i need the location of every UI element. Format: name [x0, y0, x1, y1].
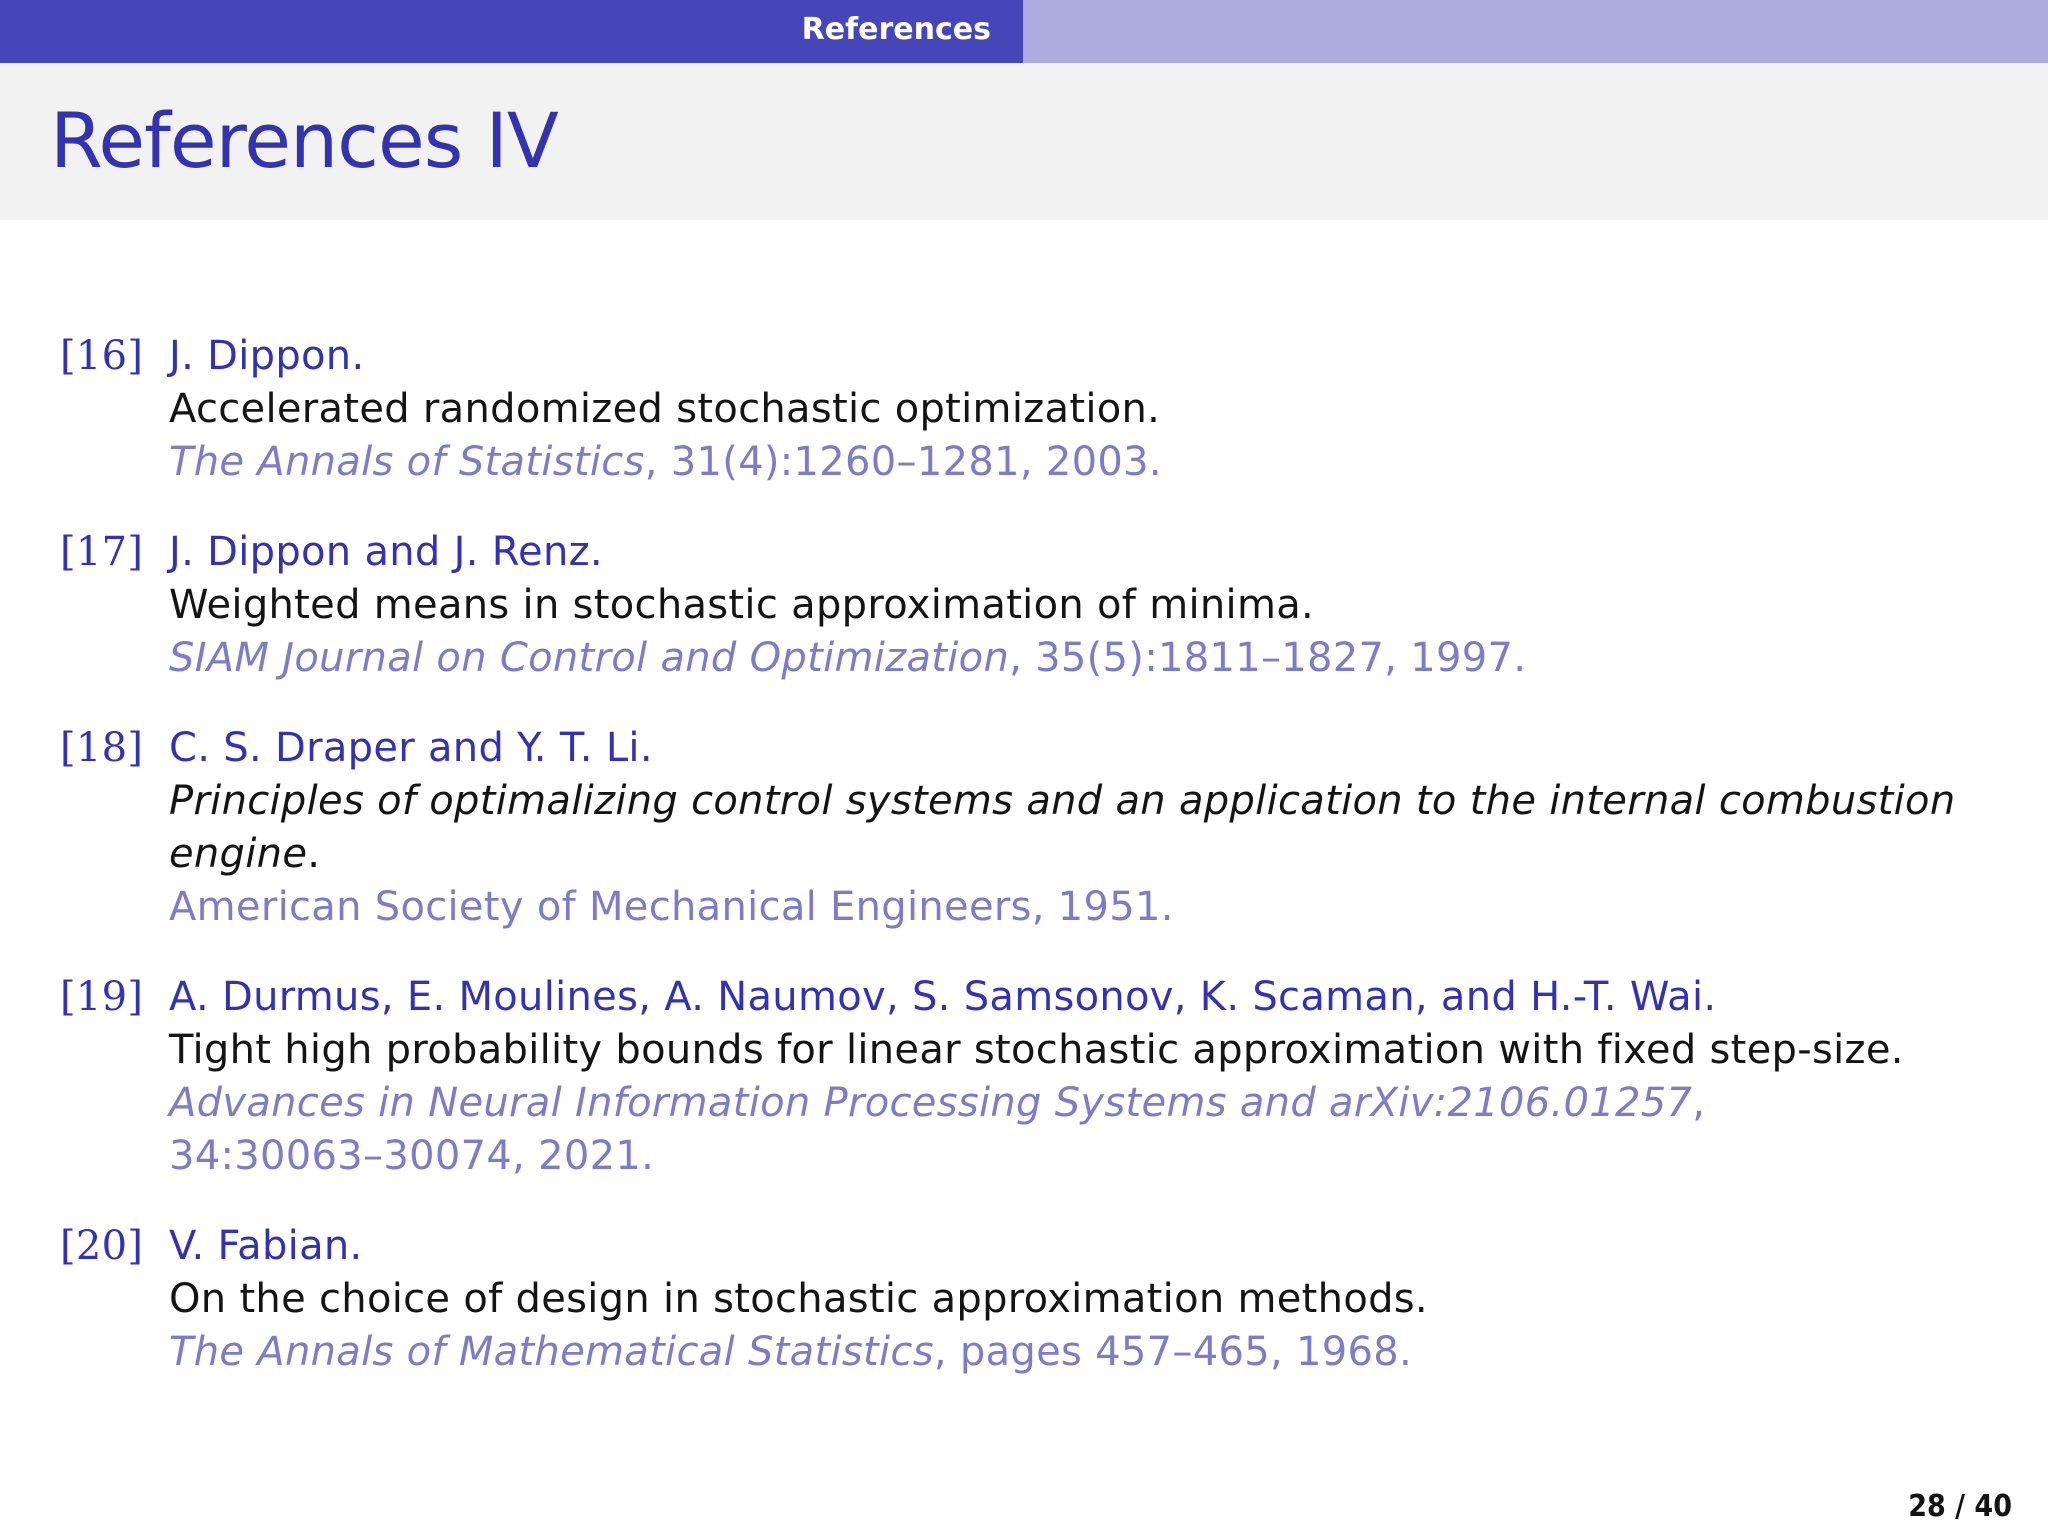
reference-number: [16] [60, 333, 144, 379]
reference-journal: The Annals of Statistics [169, 439, 645, 485]
section-navigation-bar [0, 0, 2048, 63]
reference-item [0, 526, 2048, 685]
reference-venue [169, 881, 1789, 934]
reference-item [0, 1220, 2048, 1379]
reference-number: [19] [60, 974, 144, 1020]
reference-authors: C. S. Draper and Y. T. Li. [169, 725, 653, 771]
reference-venue [169, 1326, 1789, 1379]
reference-journal: SIAM Journal on Control and Optimization [169, 635, 1010, 681]
reference-item [0, 722, 2048, 934]
reference-details: , 35(5):1811–1827, 1997. [1009, 635, 1527, 681]
reference-number: [20] [60, 1223, 144, 1269]
reference-details: , 31(4):1260–1281, 2003. [644, 439, 1162, 485]
reference-title-container [169, 775, 1959, 881]
reference-item [0, 330, 2048, 489]
frame-title-bar [0, 63, 2048, 220]
reference-journal: The Annals of Mathematical Statistics [169, 1329, 934, 1375]
reference-details: , pages 457–465, 1968. [933, 1329, 1412, 1375]
reference-authors: J. Dippon and J. Renz. [169, 529, 603, 575]
reference-venue [169, 1077, 1789, 1183]
reference-title: Tight high probability bounds for linear stochastic approximation with fixed step-size. [169, 1027, 1904, 1073]
reference-journal: Advances in Neural Information Processing Systems and arXiv:2106.01257 [169, 1080, 1693, 1126]
reference-number: [17] [60, 529, 144, 575]
reference-details: American Society of Mechanical Engineers, 1951. [169, 884, 1174, 930]
reference-venue [169, 632, 1789, 685]
reference-title: On the choice of design in stochastic approximation methods. [169, 1276, 1428, 1322]
reference-authors: A. Durmus, E. Moulines, A. Naumov, S. Samsonov, K. Scaman, and H.-T. Wai. [169, 974, 1717, 1020]
reference-authors: V. Fabian. [169, 1223, 363, 1269]
section-nav-left [0, 0, 1023, 63]
reference-title: Accelerated randomized stochastic optimization. [169, 386, 1161, 432]
reference-venue [169, 436, 1789, 489]
section-link-references[interactable]: References [801, 12, 991, 47]
reference-title-suffix: . [307, 831, 321, 877]
reference-title: Weighted means in stochastic approximation of minima. [169, 582, 1315, 628]
page-number: 28 / 40 [1908, 1489, 2012, 1524]
bibliography-list [0, 330, 2048, 1416]
reference-number: [18] [60, 725, 144, 771]
reference-title: Principles of optimalizing control systems and an application to the internal combustion engine [169, 778, 1956, 877]
frame-title: References IV [50, 96, 558, 185]
section-nav-right [1023, 0, 2048, 63]
reference-item [0, 971, 2048, 1183]
reference-authors: J. Dippon. [169, 333, 365, 379]
reference-details: , 34:30063–30074, 2021. [169, 1080, 1706, 1179]
